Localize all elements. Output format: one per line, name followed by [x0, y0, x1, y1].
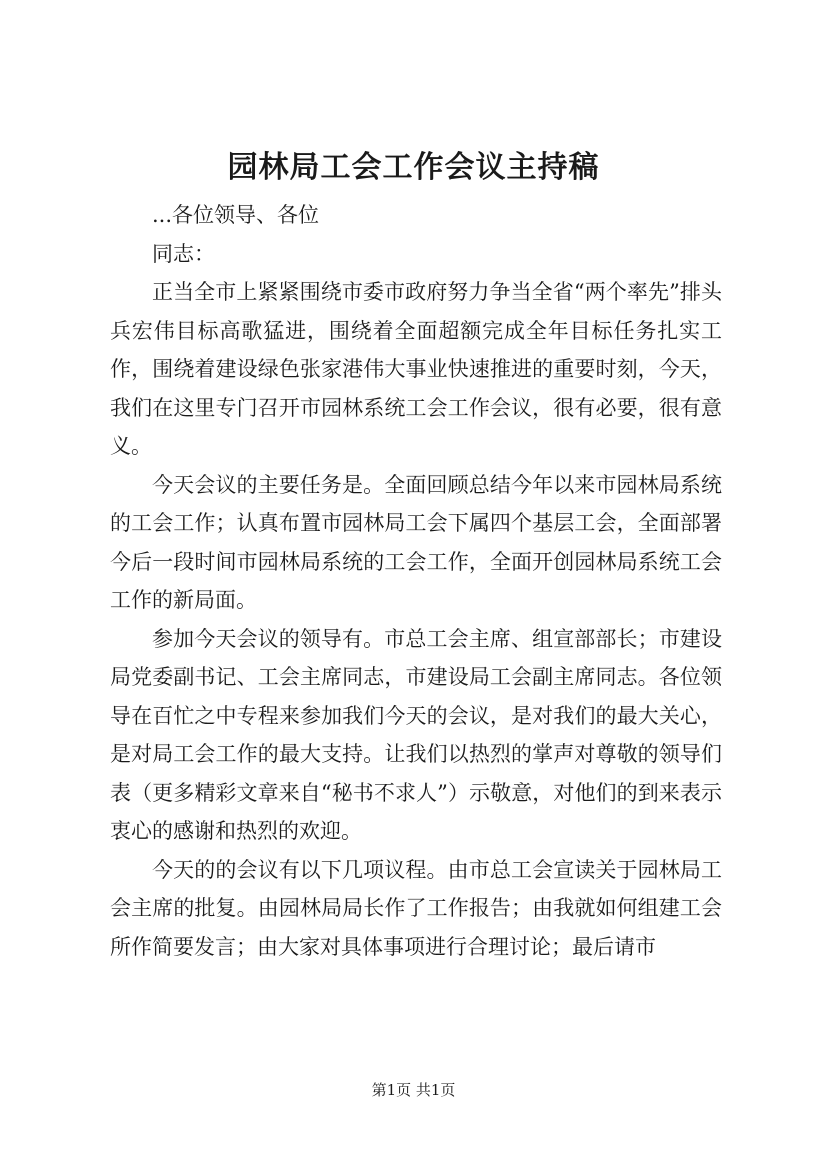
- paragraph-tasks: 今天会议的主要任务是。全面回顾总结今年以来市园林局系统的工会工作；认真布置市园林局工会下属四个基层工会，全面部署今后一段时间市园林局系统的工会工作，全面开创园林局系统工会工作的新局面。: [110, 472, 722, 612]
- page-number-footer: 第1页 共1页: [371, 1081, 456, 1099]
- paragraph-greeting: ...各位领导、各位: [152, 203, 320, 227]
- document-title: 园林局工会工作会议主持稿: [227, 150, 600, 185]
- paragraph-opening: 正当全市上紧紧围绕市委市政府努力争当全省“两个率先”排头兵宏伟目标高歌猛进，围绕着全面超额完成全年目标任务扎实工作，围绕着建设绿色张家港伟大事业快速推进的重要时刻，今天，我们在这里专门召开市园林系统工会工作会议，很有必要，很有意义。: [110, 280, 722, 458]
- paragraph-agenda: 今天的的会议有以下几项议程。由市总工会宣读关于园林局工会主席的批复。由园林局局长作了工作报告；由我就如何组建工会所作简要发言；由大家对具体事项进行合理讨论；最后请市: [110, 857, 722, 959]
- paragraph-attendees: 参加今天会议的领导有。市总工会主席、组宣部部长；市建设局党委副书记、工会主席同志，市建设局工会副主席同志。各位领导在百忙之中专程来参加我们今天的会议，是对我们的最大关心，是对局工会工作的最大支持。让我们以热烈的掌声对尊敬的领导们表（更多精彩文章来自“秘书不求人”）示敬意，对他们的到来表示衷心的感谢和热烈的欢迎。: [110, 626, 722, 843]
- document-body: [110, 196, 722, 966]
- paragraph-address: 同志：: [152, 241, 215, 266]
